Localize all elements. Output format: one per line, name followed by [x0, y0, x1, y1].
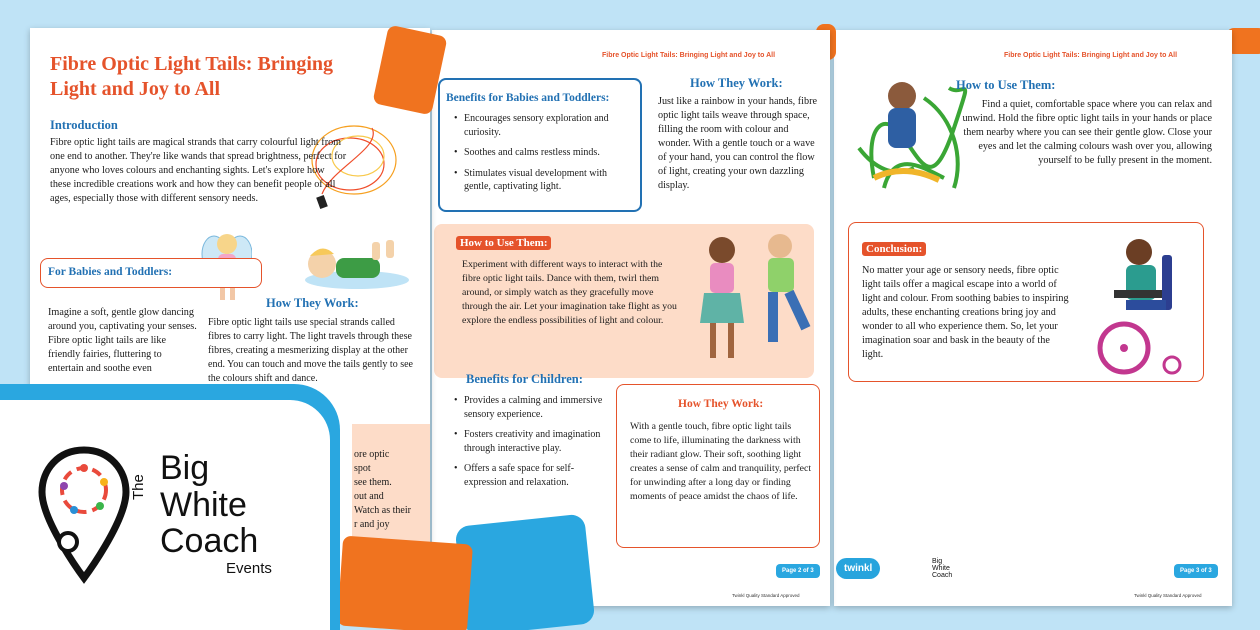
babies-heading: For Babies and Toddlers: [48, 266, 173, 278]
benefit-item: • Fosters creativity and imagination through interactive play. [454, 428, 604, 455]
page-number: Page 2 of 3 [776, 564, 820, 578]
page-header: Fibre Optic Light Tails: Bringing Light and Joy to All [602, 52, 776, 59]
mini-logo [932, 558, 952, 579]
benefits-children-list [454, 394, 604, 496]
conclusion-heading: Conclusion: [862, 242, 926, 256]
partial-line: see them. [354, 477, 392, 488]
introduction-text: Fibre optic light tails are magical strands that carry colourful light from one end to another. They're like wands that spread brightness, perfect for anyone who loves colours and enchanting sights. Let's explore how these incredible creations work and how they can benefit people of all ages, especially those with different sensory needs. [50, 137, 347, 204]
logo-events: Events [226, 560, 272, 577]
how-they-work-heading: How They Work: [690, 76, 783, 90]
benefits-babies-list [454, 112, 634, 201]
children-dancing-illustration [682, 228, 822, 368]
partial-line: ore optic [354, 449, 390, 460]
benefits-babies-heading: Benefits for Babies and Toddlers: [446, 92, 610, 104]
benefit-item: • Provides a calming and immersive sensory experience. [454, 394, 604, 421]
orange-card-decoration [337, 536, 473, 630]
benefit-item: • Stimulates visual development with gentle, captivating light. [454, 167, 634, 194]
benefit-item: • Encourages sensory exploration and curiosity. [454, 112, 634, 139]
partial-line: r and joy [354, 519, 390, 530]
benefits-children-heading: Benefits for Children: [466, 372, 583, 386]
blue-card-decoration [455, 514, 596, 630]
wheelchair-user-illustration [1084, 230, 1204, 380]
babies-text: Imagine a soft, gentle glow dancing around you, captivating your senses. Fibre optic light tails are like friendly fairies, fluttering to entertain and soothe even [48, 307, 197, 374]
logo-white: White [160, 486, 247, 524]
benefit-item: • Soothes and calms restless minds. [454, 146, 634, 160]
partial-text [354, 448, 430, 532]
page-three [834, 30, 1232, 606]
logo-big: Big [160, 449, 210, 487]
how-they-work-heading: How They Work: [678, 398, 764, 410]
introduction-heading: Introduction [50, 118, 118, 132]
page-header: Fibre Optic Light Tails: Bringing Light and Joy to All [1004, 52, 1178, 59]
logo-the: The [130, 474, 147, 500]
quality-footer: Twinkl Quality Standard Approved [732, 593, 800, 598]
how-to-use-heading: How to Use Them: [956, 78, 1056, 92]
page-number: Page 3 of 3 [1174, 564, 1218, 578]
mini-logo-line3: Coach [932, 572, 953, 579]
benefit-item: • Offers a safe space for self-expression and relaxation. [454, 462, 604, 489]
baby-illustration [302, 232, 412, 292]
how-to-use-text: Find a quiet, comfortable space where you can relax and unwind. Hold the fibre optic light tails in your hands or place them nearby where you can see their gentle glow. Close your eyes and let the calming colours wash over you, allowing yourself to be fully present in the moment. [962, 99, 1212, 166]
how-they-work-text: With a gentle touch, fibre optic light tails come to life, illuminating the darkness with their radiant glow. Their soft, soothing light creates a sense of calm and tranquility, perfect for unwinding after a long day or finding moments of peace amidst the chaos of life. [630, 421, 812, 502]
how-to-use-heading: How to Use Them: [456, 236, 551, 250]
quality-footer: Twinkl Quality Standard Approved [1134, 593, 1202, 598]
partial-line: spot [354, 463, 371, 474]
twinkl-badge: twinkl [836, 558, 880, 579]
mini-logo-line1: Big [932, 558, 943, 565]
conclusion-text: No matter your age or sensory needs, fibre optic light tails offer a magical escape into a world of light and colour. From soothing babies to inspiring adults, these enchanting creations bring joy and wonder to all who experience them. So, let your imagination soar and bask in the beauty of the light. [862, 265, 1069, 360]
partial-line: Watch as their [354, 505, 411, 516]
how-to-use-text: Experiment with different ways to interact with the fibre optic light tails. Dance with them, twirl them around, or simply watch as they gracefully move through the air. Let your imagination take flight as you explore the endless possibilities of light and colour. [462, 259, 677, 326]
how-they-work-text: Just like a rainbow in your hands, fibre optic light tails weave through space, filling the room with colour and wonder. With a gentle touch or a wave of your hand, you can control the flow of light, creating your own dazzling display. [658, 96, 818, 191]
logo-coach: Coach [160, 522, 259, 560]
page-title: Fibre Optic Light Tails: Bringing Light and Joy to All [50, 53, 334, 100]
how-they-work-heading: How They Work: [266, 296, 359, 310]
page-two [432, 30, 830, 606]
location-pin-logo-icon [38, 446, 130, 586]
partial-line: out and [354, 491, 384, 502]
how-they-work-text: Fibre optic light tails use special strands called fibres to carry light. The light travels through these fibres, creating a mesmerizing display at the other end. You can touch and move the tails gently to see the colours shift and dance. [208, 317, 413, 384]
mini-logo-line2: White [932, 565, 950, 572]
